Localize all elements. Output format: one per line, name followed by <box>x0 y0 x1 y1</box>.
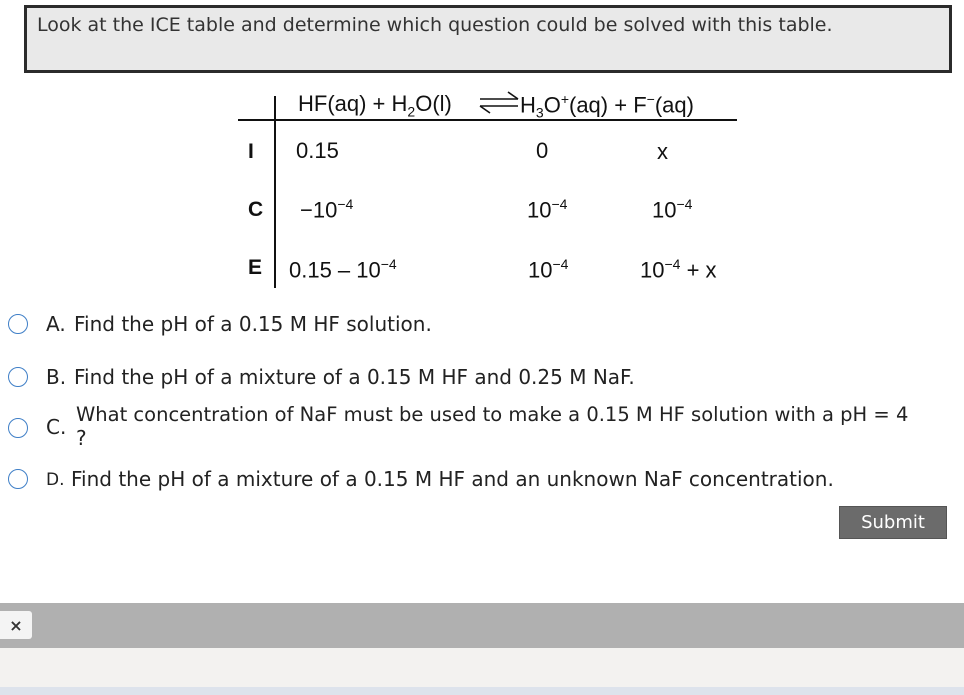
equation-products: $H_3O^+(aq) + F^-(aq)$ <box>520 91 694 121</box>
radio-button-a[interactable] <box>8 314 28 334</box>
answer-option-d[interactable] <box>0 458 964 502</box>
initial-f: x <box>657 139 668 164</box>
equilibrium-f: $10^{-4} + x$ <box>640 256 717 283</box>
option-text-c: What concentration of NaF must be used to make a 0.15 M HF solution with a pH = 4 <box>76 403 909 426</box>
equation-reactants: $HF(aq) + H_2O(l)$ <box>298 91 452 120</box>
radio-button-b[interactable] <box>8 367 28 387</box>
option-text-c-continued: ? <box>76 426 87 450</box>
equilibrium-hf: $0.15 - 10^{-4}$ <box>289 256 397 283</box>
close-icon[interactable]: × <box>0 611 32 639</box>
question-prompt: Look at the ICE table and determine which question could be solved with this table. <box>37 14 833 36</box>
initial-h3o: 0 <box>536 138 549 163</box>
equilibrium-arrow-icon <box>478 90 520 114</box>
footer-strip <box>0 687 964 695</box>
change-f: $10^{-4}$ <box>652 196 693 223</box>
footer-panel <box>0 648 964 687</box>
option-text-d: Find the pH of a mixture of a 0.15 M HF and an unknown NaF concentration. <box>71 467 834 491</box>
row-label-equilibrium: E <box>248 256 263 279</box>
answer-option-b[interactable] <box>0 355 964 399</box>
submit-button[interactable]: Submit <box>839 506 947 539</box>
answer-option-a[interactable] <box>0 302 964 346</box>
ice-table <box>0 0 964 300</box>
option-letter-d: D. <box>46 470 65 490</box>
change-h3o: $10^{-4}$ <box>527 196 568 223</box>
bottom-toolbar <box>0 603 964 648</box>
ice-table-vertical-divider <box>274 96 276 288</box>
answer-option-c[interactable] <box>0 400 964 456</box>
option-letter-b: B. <box>46 365 67 389</box>
equilibrium-h3o: $10^{-4}$ <box>528 256 569 283</box>
option-letter-c: C. <box>46 415 67 439</box>
option-text-a: Find the pH of a 0.15 M HF solution. <box>74 312 432 336</box>
row-label-change: C <box>248 198 264 221</box>
radio-button-d[interactable] <box>8 469 28 489</box>
initial-hf: 0.15 <box>296 138 339 163</box>
row-label-initial: I <box>248 140 254 163</box>
change-hf: $-10^{-4}$ <box>300 196 354 223</box>
option-letter-a: A. <box>46 312 66 336</box>
radio-button-c[interactable] <box>8 418 28 438</box>
option-text-b: Find the pH of a mixture of a 0.15 M HF and 0.25 M NaF. <box>74 365 635 389</box>
